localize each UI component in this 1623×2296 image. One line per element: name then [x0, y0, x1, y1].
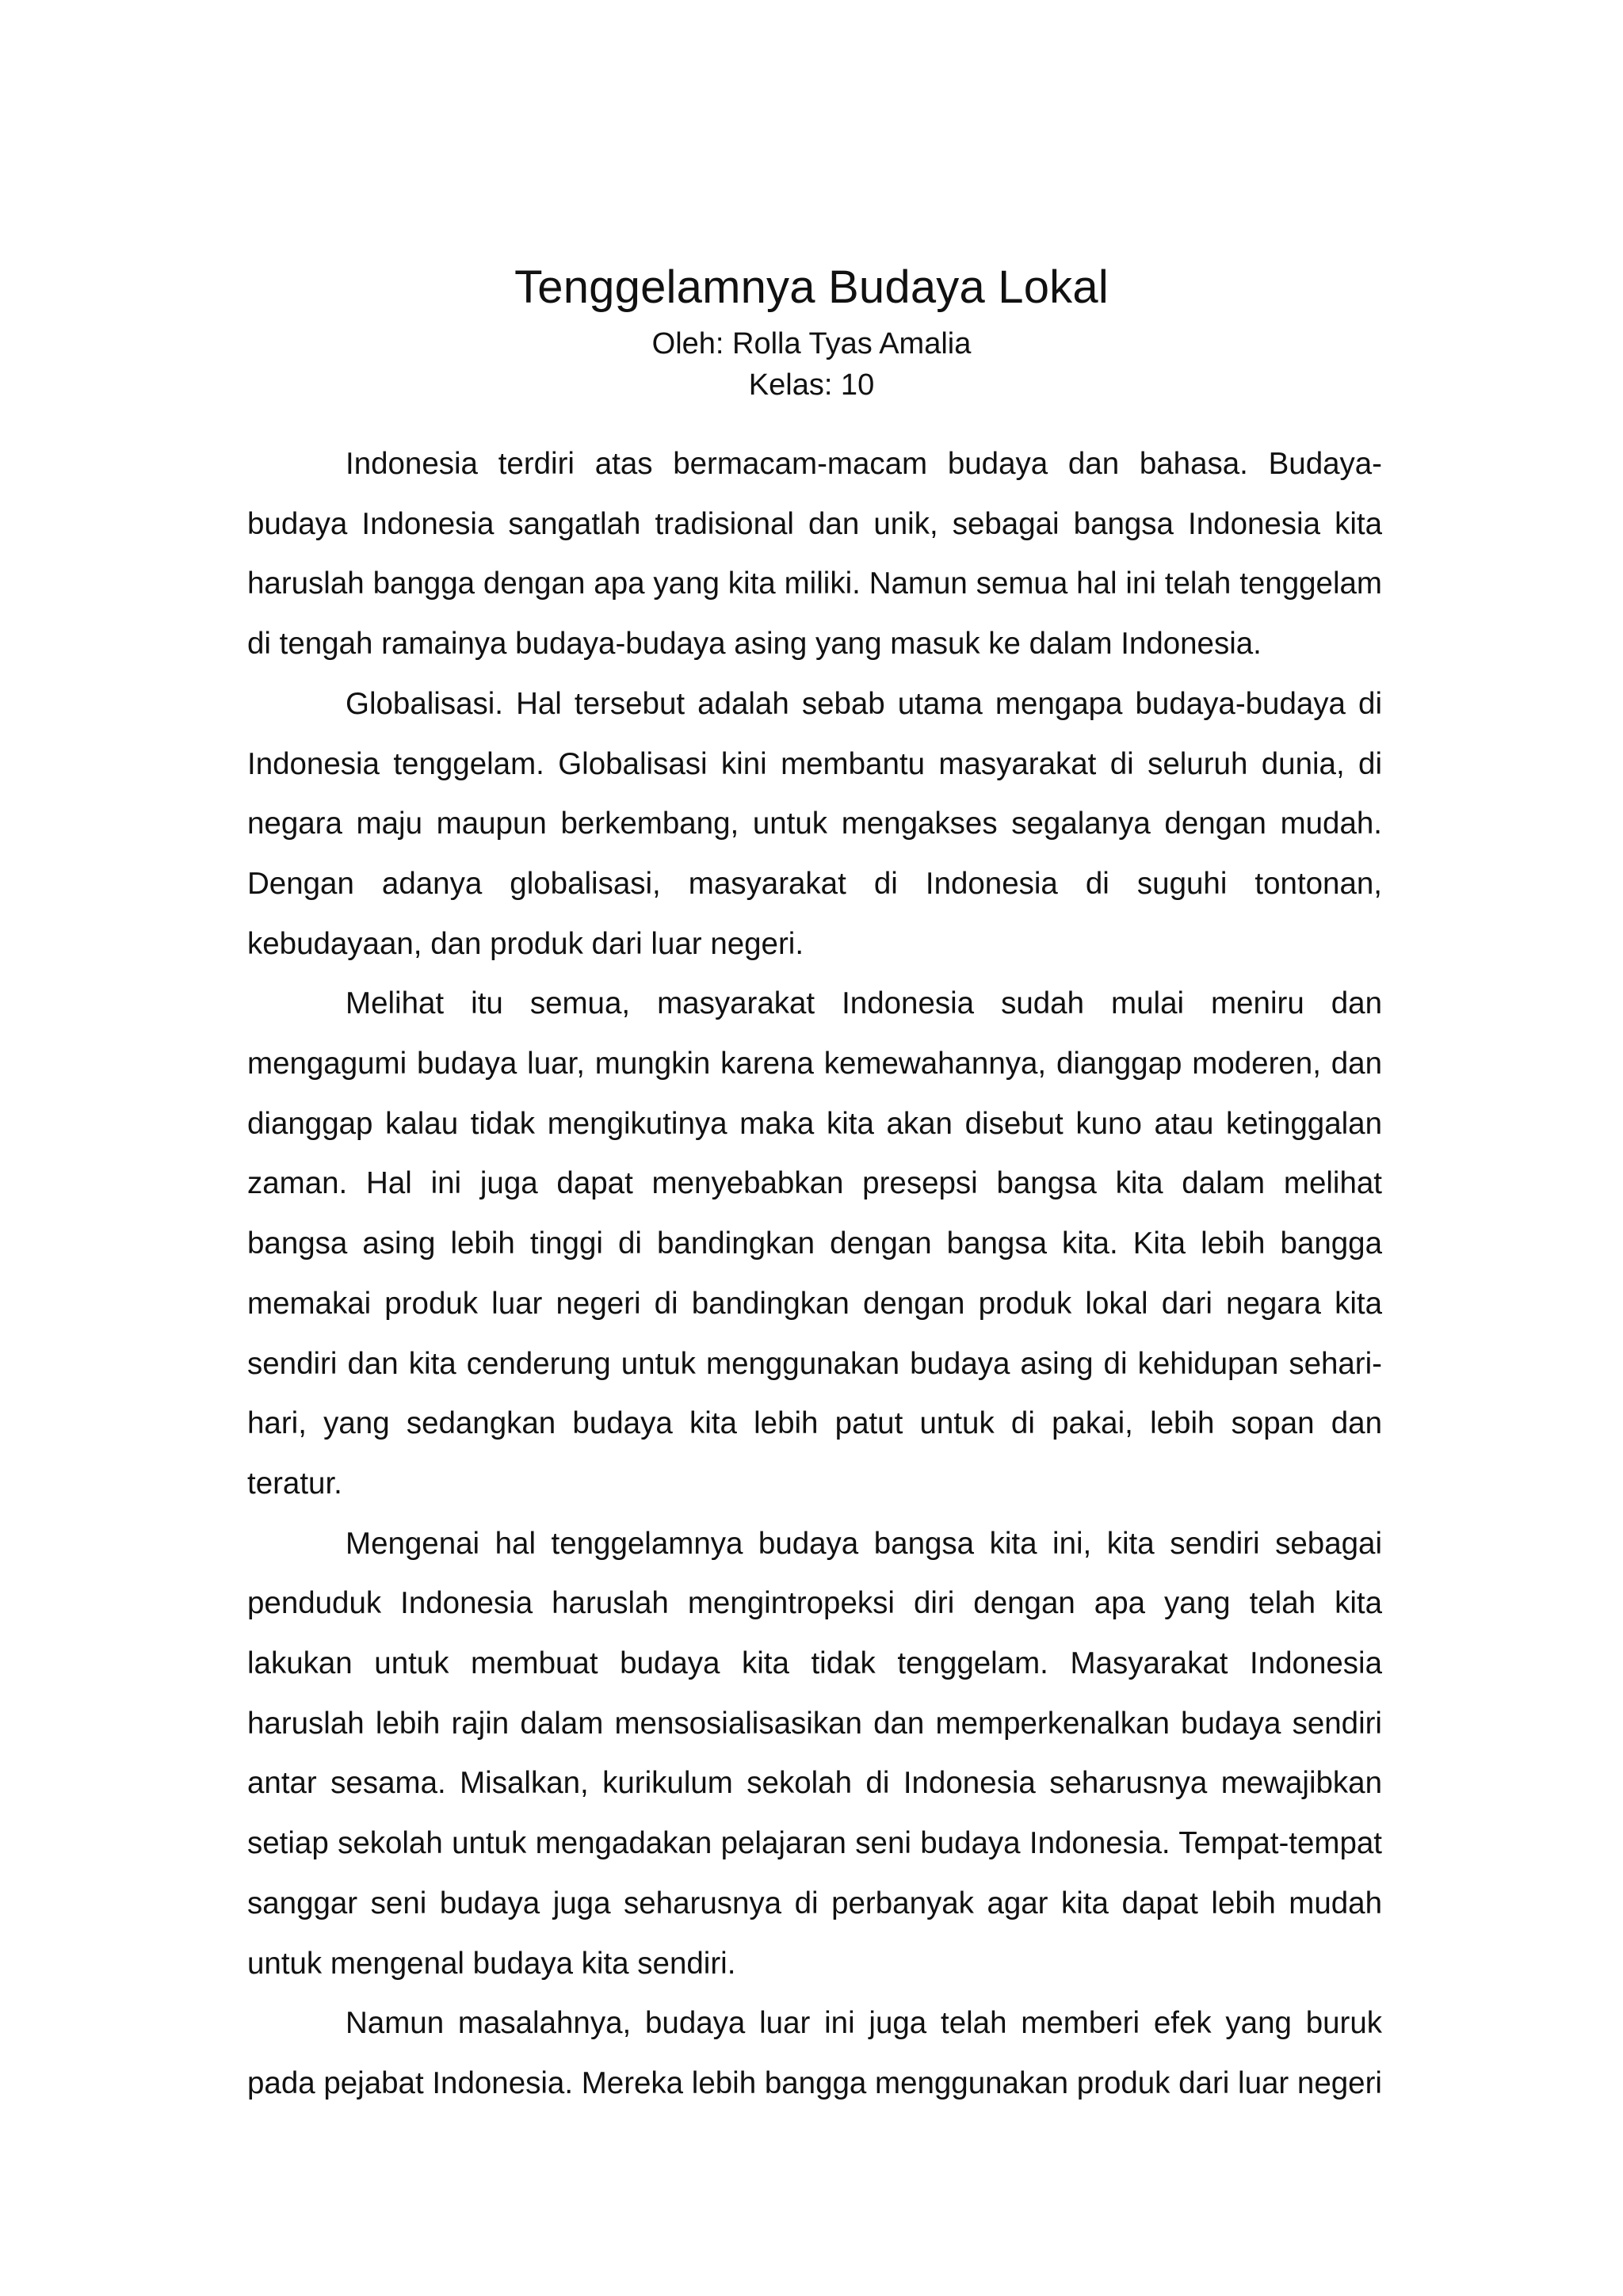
paragraph-1: Indonesia terdiri atas bermacam-macam budaya dan bahasa. Budaya-budaya Indonesia sangatlah tradisional dan unik, sebagai bangsa Indonesia kita haruslah bangga dengan apa yang kita miliki. Namun semua hal ini telah tenggelam di tengah ramainya budaya-budaya asing yang masuk ke dalam Indonesia. — [247, 447, 1382, 662]
document-body — [247, 434, 1382, 2114]
paragraph-3: Melihat itu semua, masyarakat Indonesia sudah mulai meniru dan mengagumi budaya luar, mungkin karena kemewahannya, dianggap moderen, dan dianggap kalau tidak mengikutinya maka kita akan disebut kuno atau ketinggalan zaman. Hal ini juga dapat menyebabkan presepsi bangsa kita dalam melihat bangsa asing lebih tinggi di bandingkan dengan bangsa kita. Kita lebih bangga memakai produk luar negeri di bandingkan dengan produk lokal dari negara kita sendiri dan kita cenderung untuk menggunakan budaya asing di kehidupan sehari-hari, yang sedangkan budaya kita lebih patut untuk di pakai, lebih sopan dan teratur. — [247, 986, 1382, 1501]
paragraph-4: Mengenai hal tenggelamnya budaya bangsa kita ini, kita sendiri sebagai penduduk Indonesia haruslah mengintropeksi diri dengan apa yang telah kita lakukan untuk membuat budaya kita tidak tenggelam. Masyarakat Indonesia haruslah lebih rajin dalam mensosialisasikan dan memperkenalkan budaya sendiri antar sesama. Misalkan, kurikulum sekolah di Indonesia seharusnya mewajibkan setiap sekolah untuk mengadakan pelajaran seni budaya Indonesia. Tempat-tempat sanggar seni budaya juga seharusnya di perbanyak agar kita dapat lebih mudah untuk mengenal budaya kita sendiri. — [247, 1526, 1382, 1981]
document-header — [0, 252, 1623, 406]
author-line: Oleh: Rolla Tyas Amalia — [651, 327, 972, 360]
document-title: Tenggelamnya Budaya Lokal — [514, 261, 1109, 313]
paragraph-2: Globalisasi. Hal tersebut adalah sebab utama mengapa budaya-budaya di Indonesia tenggelam. Globalisasi kini membantu masyarakat di seluruh dunia, di negara maju maupun berkembang, untuk mengakses segalanya dengan mudah. Dengan adanya globalisasi, masyarakat di Indonesia di suguhi tontonan, kebudayaan, dan produk dari luar negeri. — [247, 686, 1382, 961]
class-line: Kelas: 10 — [748, 368, 875, 402]
paragraph-5: Namun masalahnya, budaya luar ini juga telah memberi efek yang buruk pada pejabat Indonesia. Mereka lebih bangga menggunakan produk dari luar negeri — [247, 2006, 1382, 2100]
